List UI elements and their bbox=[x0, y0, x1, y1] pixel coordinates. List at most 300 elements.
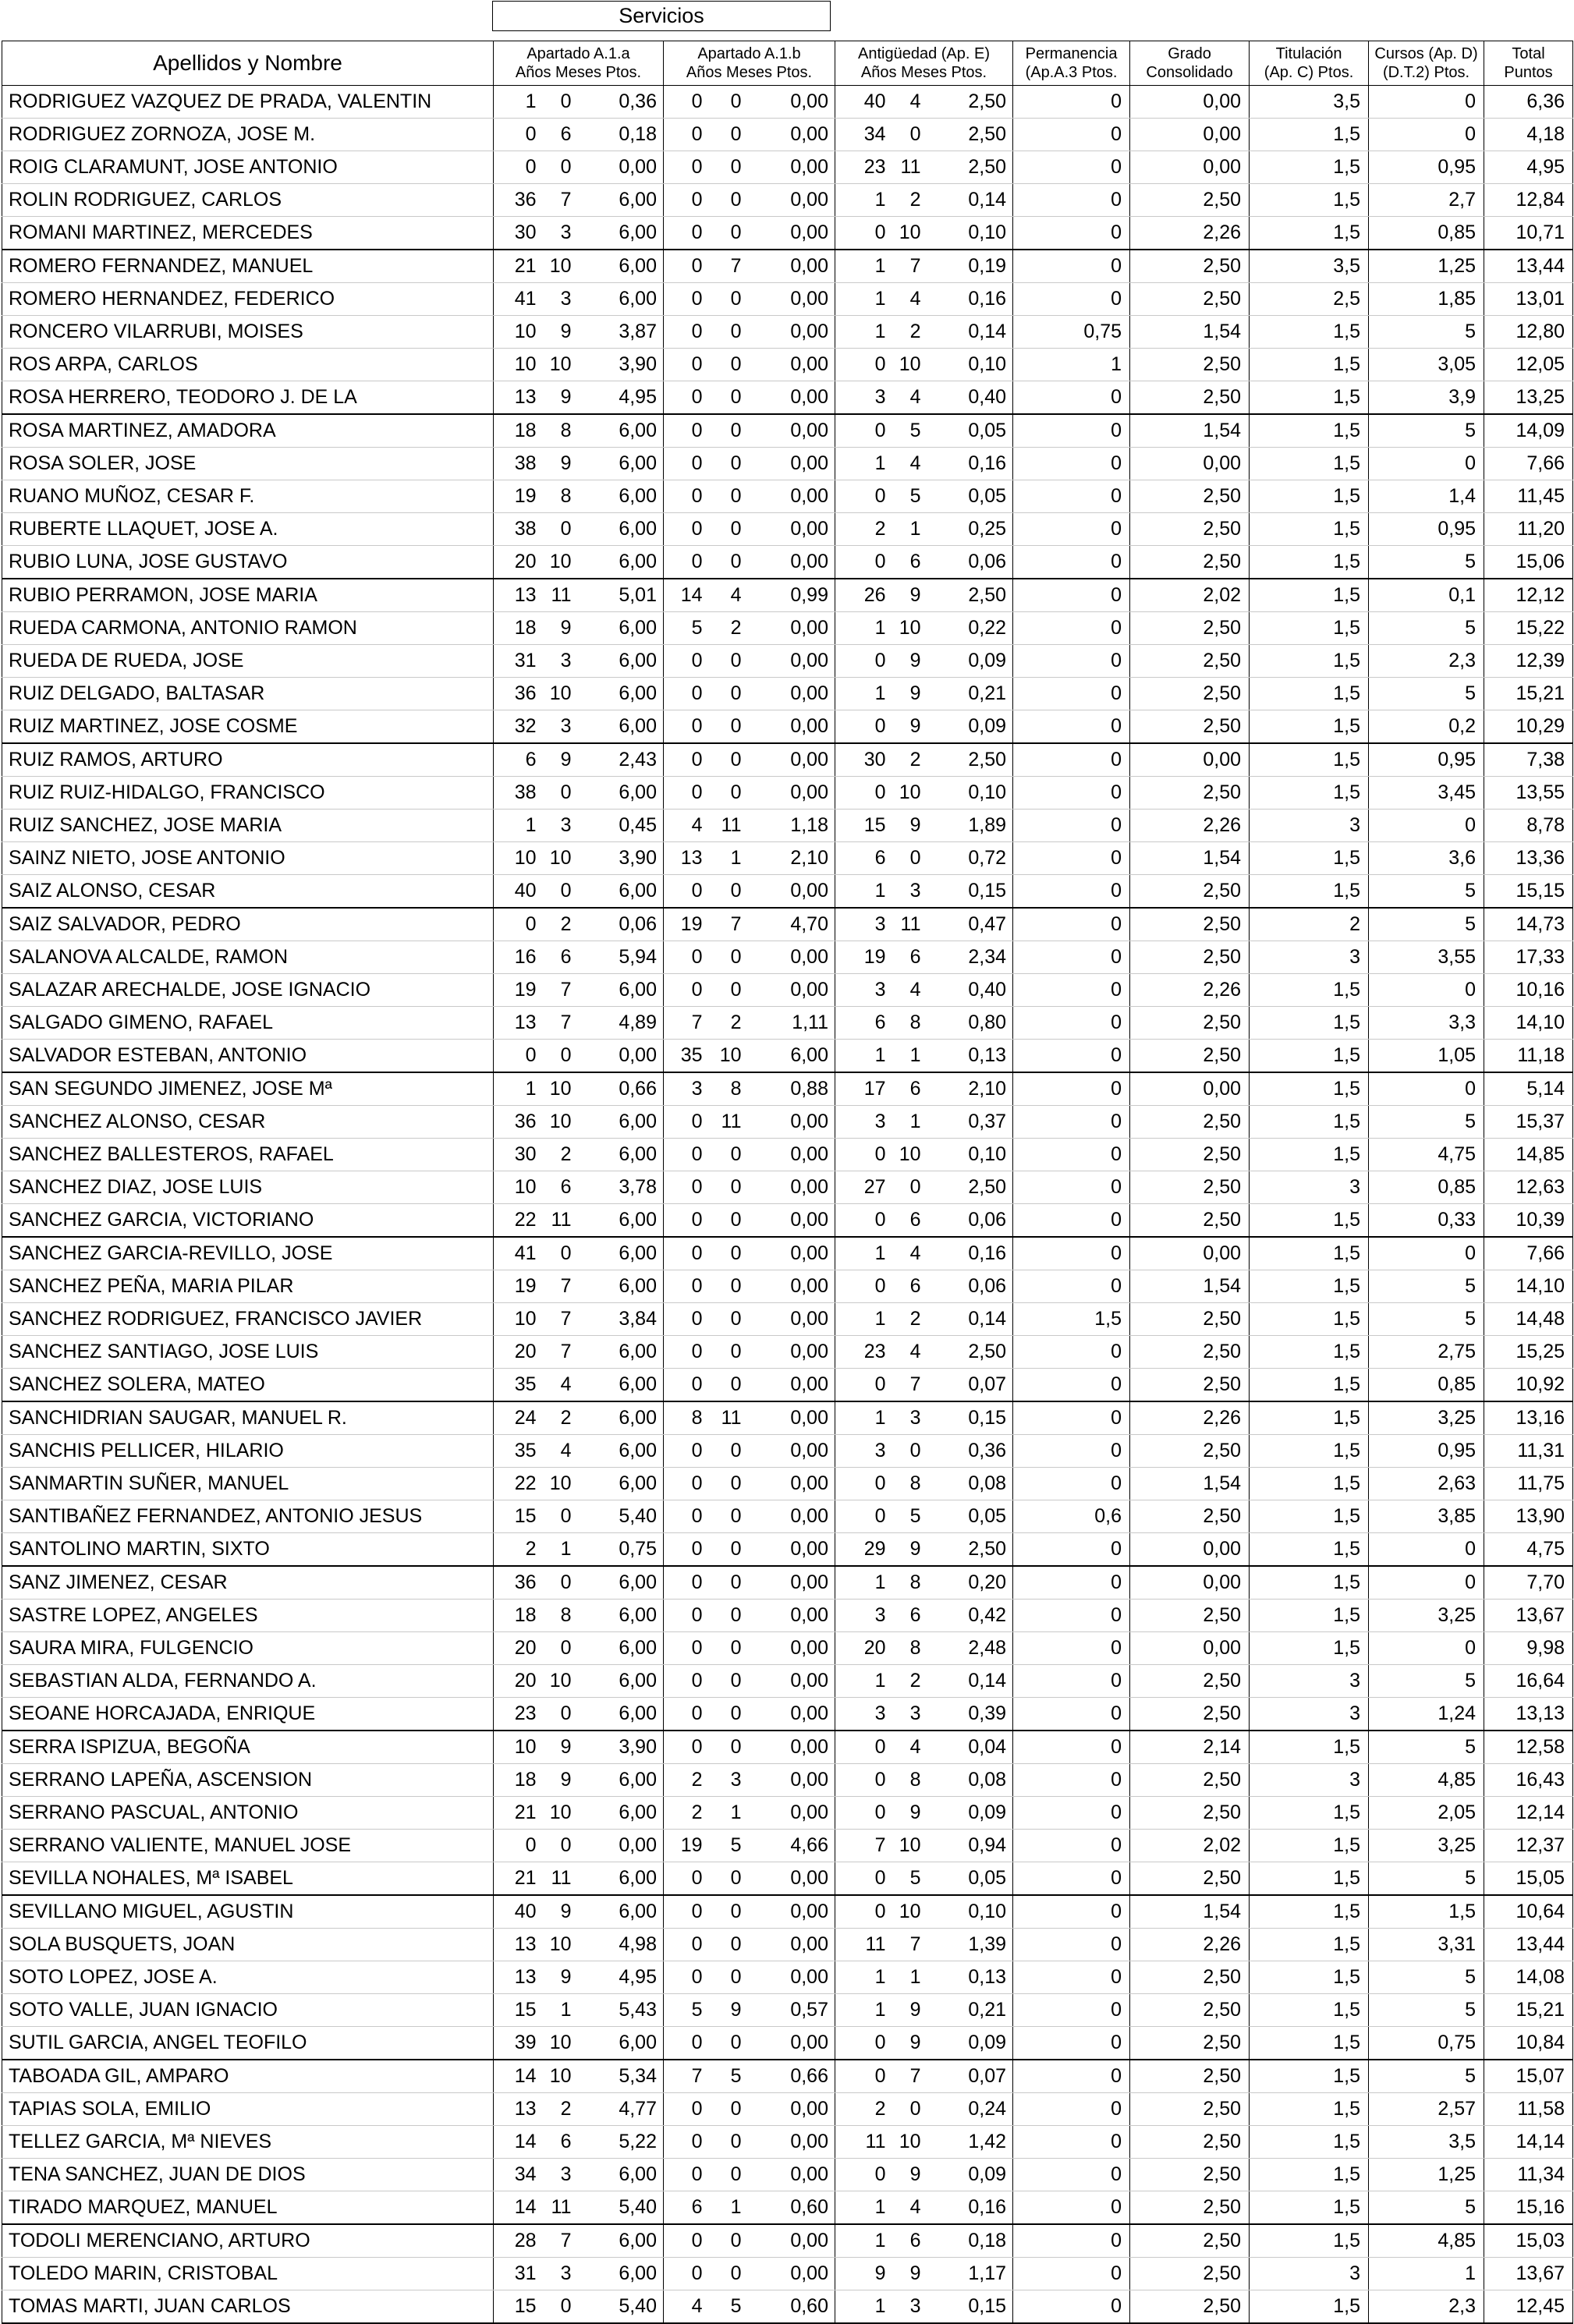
cell-a1a-meses: 0 bbox=[544, 1040, 580, 1073]
cell-a1a-anos: 10 bbox=[494, 1303, 544, 1336]
cell-total: 11,58 bbox=[1484, 2093, 1573, 2126]
cell-ant-ptos: 0,40 bbox=[929, 381, 1013, 415]
cell-name: ROMANI MARTINEZ, MERCEDES bbox=[2, 217, 494, 250]
cell-a1b-anos: 0 bbox=[664, 1731, 711, 1764]
cell-ant-anos: 0 bbox=[835, 1862, 894, 1896]
cell-a1a-ptos: 6,00 bbox=[580, 645, 664, 678]
cell-a1b-ptos: 0,00 bbox=[750, 1468, 835, 1500]
cell-a1a-ptos: 6,00 bbox=[580, 513, 664, 546]
cell-ant-meses: 4 bbox=[894, 381, 929, 415]
cell-a1b-meses: 0 bbox=[711, 316, 750, 349]
cell-name: RUEDA DE RUEDA, JOSE bbox=[2, 645, 494, 678]
cell-a1b-anos: 0 bbox=[664, 448, 711, 480]
cell-a1b-meses: 0 bbox=[711, 480, 750, 513]
cell-grado: 2,50 bbox=[1130, 2126, 1250, 2159]
cell-titulacion: 1,5 bbox=[1250, 2126, 1369, 2159]
cell-a1b-anos: 0 bbox=[664, 2027, 711, 2060]
cell-a1a-anos: 0 bbox=[494, 1830, 544, 1862]
cell-a1a-meses: 10 bbox=[544, 1106, 580, 1139]
cell-total: 15,06 bbox=[1484, 546, 1573, 579]
cell-permanencia: 0 bbox=[1013, 546, 1130, 579]
cell-cursos: 1,85 bbox=[1369, 283, 1484, 316]
cell-grado: 2,50 bbox=[1130, 1961, 1250, 1994]
cell-a1a-ptos: 6,00 bbox=[580, 612, 664, 645]
cell-cursos: 0,85 bbox=[1369, 217, 1484, 250]
cell-cursos: 3,25 bbox=[1369, 1830, 1484, 1862]
cell-a1a-meses: 7 bbox=[544, 974, 580, 1007]
table-row bbox=[2, 480, 1573, 513]
cell-titulacion: 1,5 bbox=[1250, 1830, 1369, 1862]
cell-name: RODRIGUEZ ZORNOZA, JOSE M. bbox=[2, 119, 494, 151]
cell-ant-ptos: 0,09 bbox=[929, 710, 1013, 744]
cell-a1a-meses: 0 bbox=[544, 1698, 580, 1731]
table-row bbox=[2, 1435, 1573, 1468]
header-total: Total Puntos bbox=[1484, 41, 1573, 86]
cell-ant-anos: 3 bbox=[835, 1106, 894, 1139]
cell-grado: 0,00 bbox=[1130, 743, 1250, 777]
cell-grado: 2,14 bbox=[1130, 1731, 1250, 1764]
cell-a1b-anos: 0 bbox=[664, 480, 711, 513]
cell-ant-meses: 10 bbox=[894, 612, 929, 645]
cell-a1a-anos: 19 bbox=[494, 480, 544, 513]
cell-ant-ptos: 1,17 bbox=[929, 2258, 1013, 2290]
cell-ant-ptos: 0,09 bbox=[929, 1797, 1013, 1830]
cell-name: SUTIL GARCIA, ANGEL TEOFILO bbox=[2, 2027, 494, 2060]
cell-cursos: 0,85 bbox=[1369, 1369, 1484, 1402]
cell-titulacion: 1,5 bbox=[1250, 2093, 1369, 2126]
cell-name: RUEDA CARMONA, ANTONIO RAMON bbox=[2, 612, 494, 645]
cell-ant-meses: 5 bbox=[894, 1862, 929, 1896]
cell-a1b-anos: 0 bbox=[664, 250, 711, 283]
cell-a1a-anos: 40 bbox=[494, 875, 544, 909]
cell-a1a-ptos: 2,43 bbox=[580, 743, 664, 777]
cell-a1a-anos: 18 bbox=[494, 1764, 544, 1797]
cell-permanencia: 0 bbox=[1013, 974, 1130, 1007]
cell-ant-anos: 9 bbox=[835, 2258, 894, 2290]
cell-a1b-anos: 0 bbox=[664, 1139, 711, 1171]
cell-name: SANTIBAÑEZ FERNANDEZ, ANTONIO JESUS bbox=[2, 1500, 494, 1533]
cell-name: TOMAS MARTI, JUAN CARLOS bbox=[2, 2290, 494, 2324]
table-body bbox=[2, 86, 1573, 2324]
cell-cursos: 0 bbox=[1369, 810, 1484, 842]
cell-grado: 2,50 bbox=[1130, 1797, 1250, 1830]
cell-a1b-ptos: 0,00 bbox=[750, 1797, 835, 1830]
cell-grado: 2,50 bbox=[1130, 645, 1250, 678]
cell-total: 4,75 bbox=[1484, 1533, 1573, 1567]
cell-a1a-ptos: 0,00 bbox=[580, 1040, 664, 1073]
cell-grado: 2,26 bbox=[1130, 1929, 1250, 1961]
cell-ant-anos: 0 bbox=[835, 2027, 894, 2060]
cell-grado: 0,00 bbox=[1130, 151, 1250, 184]
cell-a1a-anos: 18 bbox=[494, 414, 544, 448]
cell-titulacion: 1,5 bbox=[1250, 1237, 1369, 1270]
cell-name: ROSA HERRERO, TEODORO J. DE LA bbox=[2, 381, 494, 415]
cell-a1b-anos: 0 bbox=[664, 1435, 711, 1468]
cell-cursos: 5 bbox=[1369, 1303, 1484, 1336]
table-row bbox=[2, 316, 1573, 349]
cell-a1b-meses: 0 bbox=[711, 217, 750, 250]
cell-cursos: 3,31 bbox=[1369, 1929, 1484, 1961]
cell-grado: 0,00 bbox=[1130, 1072, 1250, 1106]
cell-a1b-meses: 0 bbox=[711, 1632, 750, 1665]
table-row bbox=[2, 1040, 1573, 1073]
table-row bbox=[2, 2258, 1573, 2290]
cell-cursos: 2,3 bbox=[1369, 2290, 1484, 2324]
cell-ant-ptos: 0,04 bbox=[929, 1731, 1013, 1764]
cell-cursos: 5 bbox=[1369, 1961, 1484, 1994]
cell-a1a-ptos: 0,75 bbox=[580, 1533, 664, 1567]
cell-total: 15,25 bbox=[1484, 1336, 1573, 1369]
cell-ant-meses: 9 bbox=[894, 2258, 929, 2290]
cell-titulacion: 1,5 bbox=[1250, 349, 1369, 381]
cell-a1b-meses: 0 bbox=[711, 1929, 750, 1961]
cell-ant-anos: 27 bbox=[835, 1171, 894, 1204]
cell-ant-meses: 4 bbox=[894, 1336, 929, 1369]
cell-ant-meses: 1 bbox=[894, 1961, 929, 1994]
cell-grado: 2,50 bbox=[1130, 184, 1250, 217]
cell-name: ROS ARPA, CARLOS bbox=[2, 349, 494, 381]
cell-a1b-meses: 0 bbox=[711, 1500, 750, 1533]
cell-permanencia: 0,75 bbox=[1013, 316, 1130, 349]
cell-a1b-ptos: 0,60 bbox=[750, 2191, 835, 2225]
table-row bbox=[2, 2159, 1573, 2191]
cell-titulacion: 1,5 bbox=[1250, 1139, 1369, 1171]
cell-titulacion: 1,5 bbox=[1250, 842, 1369, 875]
cell-ant-anos: 1 bbox=[835, 678, 894, 710]
cell-a1a-ptos: 6,00 bbox=[580, 2224, 664, 2258]
cell-a1a-ptos: 6,00 bbox=[580, 480, 664, 513]
cell-ant-ptos: 1,89 bbox=[929, 810, 1013, 842]
cell-a1a-ptos: 3,78 bbox=[580, 1171, 664, 1204]
cell-ant-meses: 1 bbox=[894, 513, 929, 546]
cell-a1b-anos: 0 bbox=[664, 1961, 711, 1994]
cell-a1b-ptos: 0,00 bbox=[750, 645, 835, 678]
cell-a1a-meses: 0 bbox=[544, 875, 580, 909]
cell-total: 12,14 bbox=[1484, 1797, 1573, 1830]
cell-a1b-anos: 7 bbox=[664, 1007, 711, 1040]
cell-permanencia: 0 bbox=[1013, 645, 1130, 678]
table-row bbox=[2, 1698, 1573, 1731]
cell-cursos: 5 bbox=[1369, 1106, 1484, 1139]
cell-a1a-anos: 20 bbox=[494, 1665, 544, 1698]
cell-name: ROLIN RODRIGUEZ, CARLOS bbox=[2, 184, 494, 217]
cell-a1a-ptos: 6,00 bbox=[580, 283, 664, 316]
cell-a1b-ptos: 0,00 bbox=[750, 1764, 835, 1797]
cell-titulacion: 3 bbox=[1250, 1698, 1369, 1731]
cell-a1a-anos: 20 bbox=[494, 546, 544, 579]
cell-cursos: 5 bbox=[1369, 612, 1484, 645]
cell-ant-meses: 0 bbox=[894, 1171, 929, 1204]
cell-a1b-ptos: 0,00 bbox=[750, 1961, 835, 1994]
cell-total: 13,44 bbox=[1484, 1929, 1573, 1961]
cell-a1b-meses: 5 bbox=[711, 2290, 750, 2324]
cell-titulacion: 1,5 bbox=[1250, 1106, 1369, 1139]
cell-ant-meses: 10 bbox=[894, 777, 929, 810]
cell-grado: 0,00 bbox=[1130, 119, 1250, 151]
cell-a1a-ptos: 5,94 bbox=[580, 941, 664, 974]
cell-total: 12,37 bbox=[1484, 1830, 1573, 1862]
cell-name: SANZ JIMENEZ, CESAR bbox=[2, 1566, 494, 1600]
cell-a1b-meses: 0 bbox=[711, 1369, 750, 1402]
cell-a1a-anos: 14 bbox=[494, 2060, 544, 2093]
cell-ant-meses: 9 bbox=[894, 579, 929, 612]
cell-a1a-anos: 1 bbox=[494, 810, 544, 842]
cell-total: 13,67 bbox=[1484, 1600, 1573, 1632]
cell-a1b-ptos: 0,00 bbox=[750, 612, 835, 645]
cell-a1a-ptos: 6,00 bbox=[580, 1237, 664, 1270]
cell-grado: 0,00 bbox=[1130, 448, 1250, 480]
cell-ant-meses: 0 bbox=[894, 1435, 929, 1468]
cell-a1b-anos: 0 bbox=[664, 119, 711, 151]
cell-total: 15,15 bbox=[1484, 875, 1573, 909]
cell-name: SAURA MIRA, FULGENCIO bbox=[2, 1632, 494, 1665]
cell-a1a-ptos: 6,00 bbox=[580, 546, 664, 579]
table-row bbox=[2, 151, 1573, 184]
cell-ant-meses: 2 bbox=[894, 1665, 929, 1698]
cell-permanencia: 0 bbox=[1013, 1106, 1130, 1139]
cell-grado: 2,50 bbox=[1130, 1600, 1250, 1632]
table-row bbox=[2, 1303, 1573, 1336]
cell-a1a-anos: 13 bbox=[494, 1929, 544, 1961]
cell-a1a-ptos: 0,45 bbox=[580, 810, 664, 842]
cell-a1a-ptos: 6,00 bbox=[580, 1468, 664, 1500]
cell-a1b-meses: 4 bbox=[711, 579, 750, 612]
cell-a1a-anos: 15 bbox=[494, 1994, 544, 2027]
cell-titulacion: 2,5 bbox=[1250, 283, 1369, 316]
cell-titulacion: 1,5 bbox=[1250, 1369, 1369, 1402]
cell-a1b-anos: 4 bbox=[664, 2290, 711, 2324]
cell-a1a-meses: 8 bbox=[544, 1600, 580, 1632]
cell-cursos: 5 bbox=[1369, 1665, 1484, 1698]
cell-total: 16,43 bbox=[1484, 1764, 1573, 1797]
cell-a1a-meses: 10 bbox=[544, 1468, 580, 1500]
cell-a1b-anos: 0 bbox=[664, 1929, 711, 1961]
cell-a1a-meses: 3 bbox=[544, 2258, 580, 2290]
cell-a1a-anos: 35 bbox=[494, 1435, 544, 1468]
cell-grado: 2,50 bbox=[1130, 1106, 1250, 1139]
cell-ant-ptos: 0,25 bbox=[929, 513, 1013, 546]
cell-a1a-meses: 3 bbox=[544, 645, 580, 678]
cell-permanencia: 0 bbox=[1013, 908, 1130, 941]
cell-name: SANCHEZ ALONSO, CESAR bbox=[2, 1106, 494, 1139]
cell-ant-anos: 3 bbox=[835, 1698, 894, 1731]
cell-ant-anos: 34 bbox=[835, 119, 894, 151]
cell-ant-meses: 9 bbox=[894, 645, 929, 678]
cell-total: 13,13 bbox=[1484, 1698, 1573, 1731]
cell-permanencia: 0 bbox=[1013, 1369, 1130, 1402]
cell-titulacion: 1,5 bbox=[1250, 119, 1369, 151]
cell-name: SEVILLA NOHALES, Mª ISABEL bbox=[2, 1862, 494, 1896]
cell-name: SOTO LOPEZ, JOSE A. bbox=[2, 1961, 494, 1994]
cell-a1b-meses: 0 bbox=[711, 974, 750, 1007]
cell-a1b-meses: 0 bbox=[711, 119, 750, 151]
cell-permanencia: 0 bbox=[1013, 710, 1130, 744]
header-titu: Titulación (Ap. C) Ptos. bbox=[1250, 41, 1369, 86]
table-row bbox=[2, 1106, 1573, 1139]
table-row bbox=[2, 448, 1573, 480]
cell-titulacion: 1,5 bbox=[1250, 480, 1369, 513]
cell-name: ROMERO FERNANDEZ, MANUEL bbox=[2, 250, 494, 283]
cell-ant-meses: 4 bbox=[894, 2191, 929, 2225]
cell-a1b-ptos: 0,00 bbox=[750, 1401, 835, 1435]
cell-a1b-meses: 0 bbox=[711, 1566, 750, 1600]
cell-a1b-anos: 0 bbox=[664, 546, 711, 579]
cell-a1b-ptos: 0,00 bbox=[750, 414, 835, 448]
cell-grado: 2,50 bbox=[1130, 1665, 1250, 1698]
cell-a1b-anos: 0 bbox=[664, 283, 711, 316]
cell-ant-ptos: 0,06 bbox=[929, 1204, 1013, 1238]
header-a1a: Apartado A.1.a Años Meses Ptos. bbox=[494, 41, 664, 86]
cell-grado: 1,54 bbox=[1130, 842, 1250, 875]
cell-ant-ptos: 0,18 bbox=[929, 2224, 1013, 2258]
cell-a1b-meses: 7 bbox=[711, 250, 750, 283]
cell-ant-anos: 1 bbox=[835, 283, 894, 316]
cell-a1b-meses: 5 bbox=[711, 1830, 750, 1862]
cell-grado: 2,50 bbox=[1130, 1862, 1250, 1896]
cell-ant-anos: 0 bbox=[835, 217, 894, 250]
cell-a1b-ptos: 0,00 bbox=[750, 974, 835, 1007]
cell-permanencia: 0 bbox=[1013, 1698, 1130, 1731]
cell-total: 13,90 bbox=[1484, 1500, 1573, 1533]
cell-a1a-meses: 3 bbox=[544, 710, 580, 744]
table-row bbox=[2, 349, 1573, 381]
cell-a1b-ptos: 0,00 bbox=[750, 1731, 835, 1764]
cell-ant-ptos: 0,15 bbox=[929, 1401, 1013, 1435]
cell-a1b-meses: 0 bbox=[711, 645, 750, 678]
cell-a1b-anos: 0 bbox=[664, 2126, 711, 2159]
cell-ant-anos: 1 bbox=[835, 612, 894, 645]
cell-a1b-meses: 0 bbox=[711, 1698, 750, 1731]
cell-a1a-meses: 3 bbox=[544, 810, 580, 842]
cell-a1a-meses: 2 bbox=[544, 1139, 580, 1171]
cell-a1a-meses: 2 bbox=[544, 908, 580, 941]
cell-ant-anos: 1 bbox=[835, 1040, 894, 1073]
cell-titulacion: 1,5 bbox=[1250, 1336, 1369, 1369]
cell-name: SERRANO PASCUAL, ANTONIO bbox=[2, 1797, 494, 1830]
cell-a1a-ptos: 6,00 bbox=[580, 1106, 664, 1139]
cell-total: 13,01 bbox=[1484, 283, 1573, 316]
cell-a1a-meses: 10 bbox=[544, 349, 580, 381]
cell-a1a-anos: 39 bbox=[494, 2027, 544, 2060]
cell-permanencia: 0 bbox=[1013, 1336, 1130, 1369]
cell-a1b-meses: 0 bbox=[711, 1468, 750, 1500]
cell-cursos: 1,25 bbox=[1369, 2159, 1484, 2191]
cell-ant-anos: 1 bbox=[835, 1994, 894, 2027]
cell-ant-meses: 3 bbox=[894, 875, 929, 909]
cell-a1b-meses: 0 bbox=[711, 2224, 750, 2258]
cell-a1b-ptos: 0,00 bbox=[750, 480, 835, 513]
cell-a1b-meses: 0 bbox=[711, 1895, 750, 1929]
cell-a1a-meses: 11 bbox=[544, 579, 580, 612]
cell-a1a-meses: 10 bbox=[544, 1797, 580, 1830]
cell-a1a-meses: 0 bbox=[544, 1237, 580, 1270]
cell-a1a-anos: 15 bbox=[494, 1500, 544, 1533]
cell-titulacion: 1,5 bbox=[1250, 1566, 1369, 1600]
cell-name: SAN SEGUNDO JIMENEZ, JOSE Mª bbox=[2, 1072, 494, 1106]
cell-ant-ptos: 0,07 bbox=[929, 2060, 1013, 2093]
cell-grado: 2,50 bbox=[1130, 546, 1250, 579]
cell-a1a-ptos: 6,00 bbox=[580, 1600, 664, 1632]
cell-a1b-anos: 0 bbox=[664, 1895, 711, 1929]
cell-permanencia: 0 bbox=[1013, 1862, 1130, 1896]
cell-a1a-ptos: 6,00 bbox=[580, 1270, 664, 1303]
cell-a1b-ptos: 0,00 bbox=[750, 2258, 835, 2290]
cell-permanencia: 0 bbox=[1013, 1270, 1130, 1303]
cell-ant-meses: 4 bbox=[894, 974, 929, 1007]
cell-a1b-anos: 0 bbox=[664, 1698, 711, 1731]
cell-name: TAPIAS SOLA, EMILIO bbox=[2, 2093, 494, 2126]
cell-ant-anos: 0 bbox=[835, 710, 894, 744]
header-name: Apellidos y Nombre bbox=[2, 41, 494, 86]
cell-total: 6,36 bbox=[1484, 86, 1573, 119]
table-row bbox=[2, 1139, 1573, 1171]
table-row bbox=[2, 1072, 1573, 1106]
cell-permanencia: 0 bbox=[1013, 1764, 1130, 1797]
cell-a1a-anos: 24 bbox=[494, 1401, 544, 1435]
cell-a1a-anos: 28 bbox=[494, 2224, 544, 2258]
cell-ant-ptos: 1,39 bbox=[929, 1929, 1013, 1961]
cell-ant-ptos: 0,36 bbox=[929, 1435, 1013, 1468]
cell-a1b-ptos: 0,00 bbox=[750, 1237, 835, 1270]
cell-titulacion: 3 bbox=[1250, 941, 1369, 974]
cell-cursos: 0 bbox=[1369, 1632, 1484, 1665]
cell-a1b-ptos: 4,70 bbox=[750, 908, 835, 941]
cell-grado: 2,50 bbox=[1130, 250, 1250, 283]
cell-titulacion: 1,5 bbox=[1250, 1204, 1369, 1238]
table-row bbox=[2, 842, 1573, 875]
cell-a1b-meses: 11 bbox=[711, 1401, 750, 1435]
cell-ant-anos: 0 bbox=[835, 2159, 894, 2191]
cell-ant-meses: 6 bbox=[894, 1270, 929, 1303]
cell-permanencia: 0 bbox=[1013, 1929, 1130, 1961]
cell-total: 14,48 bbox=[1484, 1303, 1573, 1336]
table-row bbox=[2, 1533, 1573, 1567]
header-a1b: Apartado A.1.b Años Meses Ptos. bbox=[664, 41, 835, 86]
cell-total: 12,45 bbox=[1484, 2290, 1573, 2324]
cell-a1b-anos: 0 bbox=[664, 2159, 711, 2191]
cell-titulacion: 3 bbox=[1250, 2258, 1369, 2290]
cell-a1a-meses: 3 bbox=[544, 217, 580, 250]
cell-titulacion: 3 bbox=[1250, 810, 1369, 842]
cell-a1a-ptos: 6,00 bbox=[580, 1895, 664, 1929]
cell-a1a-ptos: 4,98 bbox=[580, 1929, 664, 1961]
cell-ant-ptos: 0,15 bbox=[929, 875, 1013, 909]
cell-name: SAIZ ALONSO, CESAR bbox=[2, 875, 494, 909]
cell-ant-anos: 3 bbox=[835, 1435, 894, 1468]
cell-a1b-anos: 0 bbox=[664, 1369, 711, 1402]
cell-a1b-anos: 0 bbox=[664, 513, 711, 546]
cell-ant-anos: 3 bbox=[835, 908, 894, 941]
cell-titulacion: 1,5 bbox=[1250, 1435, 1369, 1468]
cell-a1a-ptos: 4,95 bbox=[580, 1961, 664, 1994]
cell-a1b-anos: 0 bbox=[664, 381, 711, 415]
cell-ant-anos: 0 bbox=[835, 2060, 894, 2093]
cell-total: 15,07 bbox=[1484, 2060, 1573, 2093]
cell-ant-meses: 10 bbox=[894, 2126, 929, 2159]
cell-a1a-ptos: 6,00 bbox=[580, 1401, 664, 1435]
cell-a1b-anos: 0 bbox=[664, 151, 711, 184]
cell-name: TIRADO MARQUEZ, MANUEL bbox=[2, 2191, 494, 2225]
cell-ant-anos: 0 bbox=[835, 1731, 894, 1764]
cell-a1a-meses: 7 bbox=[544, 1336, 580, 1369]
cell-grado: 2,26 bbox=[1130, 810, 1250, 842]
cell-grado: 2,50 bbox=[1130, 1698, 1250, 1731]
cell-titulacion: 3,5 bbox=[1250, 86, 1369, 119]
cell-a1a-meses: 11 bbox=[544, 2191, 580, 2225]
cell-cursos: 5 bbox=[1369, 678, 1484, 710]
table-row bbox=[2, 1171, 1573, 1204]
cell-a1a-anos: 6 bbox=[494, 743, 544, 777]
